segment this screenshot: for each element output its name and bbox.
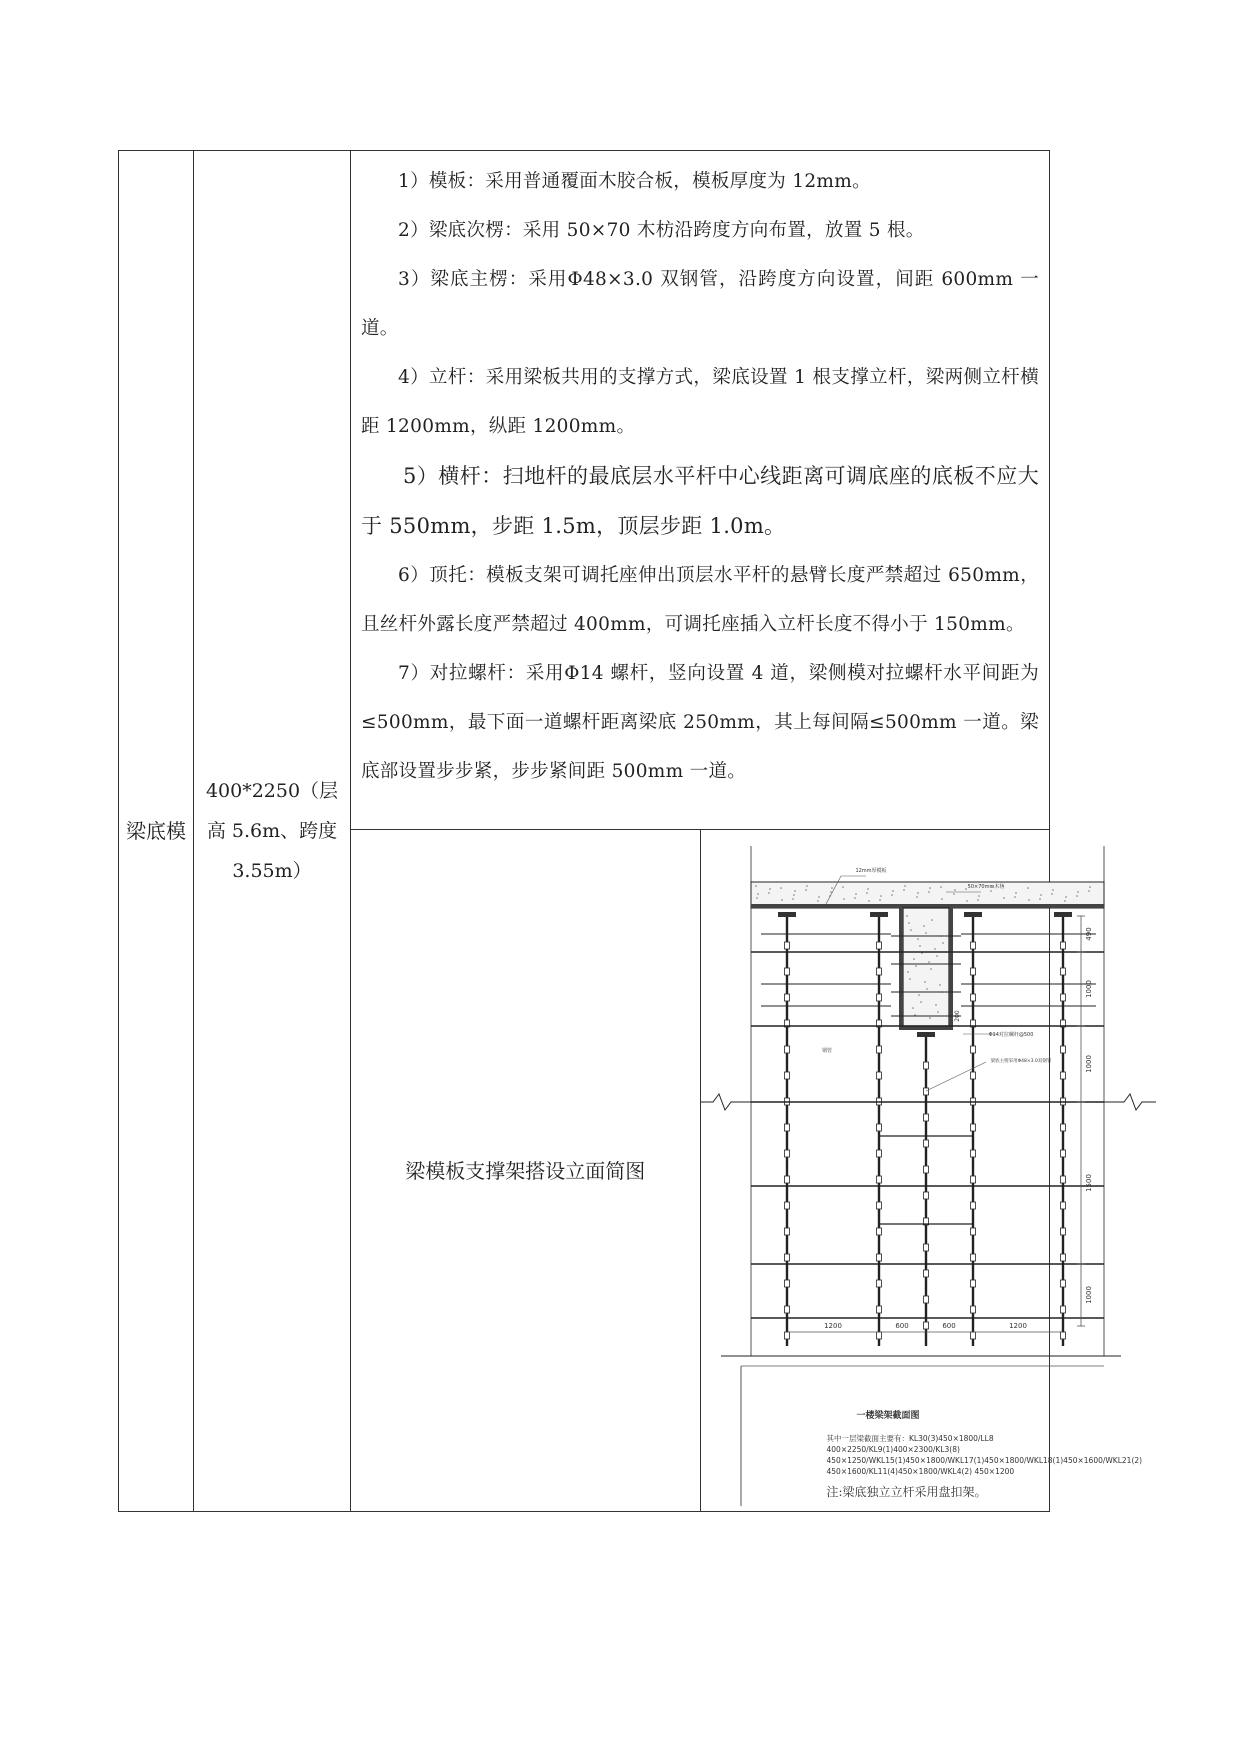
note-final: 注:梁底独立立杆采用盘扣架。 xyxy=(826,1484,987,1499)
pole-node xyxy=(923,1062,928,1069)
para-secondary-joist: 2）梁底次楞：采用 50×70 木枋沿跨度方向布置，放置 5 根。 xyxy=(398,220,925,241)
pole-node xyxy=(923,1140,928,1147)
concrete-dot xyxy=(965,888,967,890)
pole-node xyxy=(970,1332,975,1339)
pole-node xyxy=(876,1150,881,1157)
pole-node xyxy=(876,1228,881,1235)
drawing-cell xyxy=(700,830,1143,1512)
concrete-dot xyxy=(917,938,919,940)
note-line: 400×2250/KL9(1)400×2300/KL3(8) xyxy=(826,1444,960,1454)
drawing-notes xyxy=(827,1408,1143,1500)
concrete-dot xyxy=(966,900,968,902)
table-row xyxy=(119,151,1050,830)
pole-node xyxy=(970,1072,975,1079)
concrete-dot xyxy=(923,925,925,927)
pole-node xyxy=(1060,1280,1065,1287)
concrete-dot xyxy=(830,891,832,893)
pole-node xyxy=(970,1124,975,1131)
pole-node xyxy=(1060,1254,1065,1261)
pole-node xyxy=(876,1176,881,1183)
concrete-dot xyxy=(867,888,869,890)
para-top-support: 6）顶托：模板支架可调托座伸出顶层水平杆的悬臂长度严禁超过 650mm，且丝杆外露长度严禁超过 400mm，可调托座插入立杆长度不得小于 150mm。 xyxy=(361,565,1039,635)
pole-node xyxy=(784,1072,789,1079)
concrete-dot xyxy=(1028,899,1030,901)
para-formwork: 1）模板：采用普通覆面木胶合板，模板厚度为 12mm。 xyxy=(398,171,871,192)
concrete-dot xyxy=(929,1017,931,1019)
pole-node xyxy=(970,1306,975,1313)
concrete-dot xyxy=(843,898,845,900)
concrete-dot xyxy=(1003,897,1005,899)
concrete-dot xyxy=(769,888,771,890)
concrete-dot xyxy=(941,898,943,900)
concrete-dot xyxy=(868,900,870,902)
pole-node xyxy=(876,942,881,949)
drawing xyxy=(701,836,1216,1506)
concrete-dot xyxy=(817,900,819,902)
concrete-dot xyxy=(918,994,920,996)
pole-node xyxy=(970,1228,975,1235)
label-timber: 50×70mm木枋 xyxy=(967,883,1004,890)
concrete-dot xyxy=(928,961,930,963)
beam-side-form-left xyxy=(899,908,903,1030)
concrete-dot xyxy=(912,1007,914,1009)
concrete-dot xyxy=(916,896,918,898)
dim-label-right: 1000 xyxy=(1084,979,1093,998)
pole-node xyxy=(1060,1072,1065,1079)
pole-node xyxy=(1060,1176,1065,1183)
concrete-dot xyxy=(781,899,783,901)
pole-node xyxy=(970,1254,975,1261)
concrete-dot xyxy=(1089,886,1091,888)
concrete-dot xyxy=(792,898,794,900)
concrete-dot xyxy=(1014,896,1016,898)
concrete-dot xyxy=(915,965,917,967)
concrete-dot xyxy=(910,929,912,931)
pole-node xyxy=(923,1270,928,1277)
pole-node xyxy=(876,1254,881,1261)
pole-node xyxy=(1060,1124,1065,1131)
concrete-dot xyxy=(855,893,857,895)
beam xyxy=(903,908,949,1026)
concrete-dot xyxy=(891,894,893,896)
pole-node xyxy=(1060,968,1065,975)
concrete-dot xyxy=(906,915,908,917)
concrete-dot xyxy=(978,895,980,897)
concrete-dot xyxy=(1052,889,1054,891)
concrete-dot xyxy=(768,892,770,894)
concrete-dot xyxy=(903,889,905,891)
note-title: 一楼梁架截面图 xyxy=(856,1410,920,1421)
spec-table xyxy=(118,150,1143,1512)
concrete-dot xyxy=(904,885,906,887)
top-support-plate xyxy=(964,912,982,917)
label-left: 钢管 xyxy=(821,1047,832,1054)
concrete-dot xyxy=(1088,890,1090,892)
pole-node xyxy=(784,1228,789,1235)
label-mid: 梁底主楞采用Φ48×3.0双钢管 xyxy=(990,1058,1051,1064)
pole-node xyxy=(923,1322,928,1329)
concrete-dot xyxy=(755,885,757,887)
pole-node xyxy=(784,1046,789,1053)
pole-node xyxy=(784,1306,789,1313)
concrete-dot xyxy=(806,885,808,887)
dim-label-right: 490 xyxy=(1084,926,1093,941)
pole-node xyxy=(876,994,881,1001)
concrete-dot xyxy=(917,892,919,894)
break-marker-right xyxy=(1104,1094,1156,1110)
label-bolt: Φ14对拉螺杆@500 xyxy=(988,1031,1033,1038)
pole-node xyxy=(876,968,881,975)
pole-node xyxy=(876,1046,881,1053)
dim-label-beam-side: 200 xyxy=(953,1009,961,1022)
concrete-dot xyxy=(757,893,759,895)
spec-cell: 400*2250（层高 5.6m、跨度 3.55m） xyxy=(194,151,351,1512)
dim-label-right: 1000 xyxy=(1084,1285,1093,1304)
concrete-dot xyxy=(953,893,955,895)
pole-node xyxy=(970,1176,975,1183)
pole-node xyxy=(876,1280,881,1287)
pole-node xyxy=(970,1280,975,1287)
pole-node xyxy=(1060,1150,1065,1157)
pole-node xyxy=(1060,942,1065,949)
drawing-caption-cell: 梁模板支撑架搭设立面简图 xyxy=(351,830,701,1512)
concrete-dot xyxy=(1076,895,1078,897)
para-upright: 4）立杆：采用梁板共用的支撑方式，梁底设置 1 根支撑立杆，梁两侧立杆横距 1200mm，纵距 1200mm。 xyxy=(361,367,1039,437)
label-slab: 12mm厚模板 xyxy=(854,867,887,874)
pole-node xyxy=(923,1296,928,1303)
concrete-dot xyxy=(930,968,932,970)
pole-node xyxy=(970,994,975,1001)
concrete-dot xyxy=(909,978,911,980)
pole-node xyxy=(923,1244,928,1251)
concrete-dot xyxy=(934,948,936,950)
pole-node xyxy=(784,1150,789,1157)
concrete-dot xyxy=(926,988,928,990)
concrete-dot xyxy=(1065,896,1067,898)
pole-node xyxy=(784,1280,789,1287)
concrete-dot xyxy=(1039,898,1041,900)
dim-label-bottom: 1200 xyxy=(1008,1321,1027,1330)
concrete-dot xyxy=(942,942,944,944)
pole-node xyxy=(1060,1046,1065,1053)
concrete-dot xyxy=(756,897,758,899)
concrete-dot xyxy=(913,958,915,960)
pole-node xyxy=(876,1306,881,1313)
concrete-dot xyxy=(937,1011,939,1013)
concrete-dot xyxy=(936,955,938,957)
dim-label-bottom: 600 xyxy=(941,1321,956,1330)
leader-line xyxy=(926,1062,986,1091)
pole-node xyxy=(784,968,789,975)
description-cell xyxy=(351,151,1050,830)
pole-node xyxy=(1060,1228,1065,1235)
concrete-dot xyxy=(1051,893,1053,895)
para-tie-bolt: 7）对拉螺杆：采用Φ14 螺杆，竖向设置 4 道，梁侧模对拉螺杆水平间距为≤500mm，最下面一道螺杆距离梁底 250mm，其上每间隔≤500mm 一道。梁底部设置步步紧，步步紧间距 500mm 一道。 xyxy=(361,663,1039,782)
concrete-dot xyxy=(1040,894,1042,896)
pole-node xyxy=(1060,1202,1065,1209)
concrete-dot xyxy=(908,922,910,924)
pole-node xyxy=(970,942,975,949)
concrete-dot xyxy=(805,889,807,891)
pole-node xyxy=(1060,1332,1065,1339)
dim-label-bottom: 1200 xyxy=(823,1321,842,1330)
concrete-dot xyxy=(842,886,844,888)
concrete-dot xyxy=(939,984,941,986)
note-line: 其中一层梁截面主要有：KL30(3)450×1800/LL8 xyxy=(826,1433,994,1443)
note-line: 450×1250/WKL15(1)450×1800/WKL17(1)450×1800/WKL18(1)450×1600/WKL21(2) xyxy=(826,1455,1143,1465)
pole-node xyxy=(970,968,975,975)
concrete-dot xyxy=(794,890,796,892)
pole-node xyxy=(784,942,789,949)
pole-node xyxy=(876,1124,881,1131)
concrete-dot xyxy=(928,891,930,893)
pole-node xyxy=(784,1332,789,1339)
pole-node xyxy=(876,1072,881,1079)
note-line: 450×1600/KL11(4)450×1800/WKL4(2) 450×1200 xyxy=(826,1466,1015,1476)
pole-node xyxy=(784,994,789,1001)
concrete-dot xyxy=(1015,892,1017,894)
pole-node xyxy=(923,1192,928,1199)
concrete-dot xyxy=(919,945,921,947)
concrete-dot xyxy=(925,932,927,934)
concrete-dot xyxy=(920,1001,922,1003)
pole-node xyxy=(784,1202,789,1209)
pole-node xyxy=(1060,994,1065,1001)
concrete-dot xyxy=(1077,891,1079,893)
concrete-dot xyxy=(907,971,909,973)
concrete-dot xyxy=(929,887,931,889)
dim-label-right: 1000 xyxy=(1084,1054,1093,1073)
pole-node xyxy=(970,1046,975,1053)
category-cell: 梁底模 xyxy=(119,151,194,1512)
concrete-dot xyxy=(931,919,933,921)
concrete-dot xyxy=(1027,887,1029,889)
concrete-dot xyxy=(935,1004,937,1006)
concrete-dot xyxy=(990,890,992,892)
concrete-dot xyxy=(1064,900,1066,902)
pole-node xyxy=(784,1254,789,1261)
concrete-dot xyxy=(780,887,782,889)
pole-node xyxy=(876,1202,881,1209)
concrete-dot xyxy=(954,889,956,891)
dim-label-bottom: 600 xyxy=(894,1321,909,1330)
top-support-plate xyxy=(778,912,796,917)
beam-side-form-right xyxy=(949,908,953,1030)
top-support-plate xyxy=(870,912,888,917)
concrete-dot xyxy=(831,887,833,889)
dim-label-right: 1500 xyxy=(1084,1173,1093,1192)
scaffold-elevation-drawing xyxy=(701,836,1216,1506)
concrete-dot xyxy=(892,890,894,892)
pole-node xyxy=(970,1202,975,1209)
para-main-joist: 3）梁底主楞：采用Φ48×3.0 双钢管，沿跨度方向设置，间距 600mm 一道。 xyxy=(361,269,1039,339)
pole-node xyxy=(784,1176,789,1183)
concrete-dot xyxy=(880,895,882,897)
concrete-dot xyxy=(940,886,942,888)
pole-node xyxy=(923,1088,928,1095)
concrete-dot xyxy=(977,899,979,901)
concrete-dot xyxy=(793,894,795,896)
pole-node xyxy=(923,1114,928,1121)
para-crossbar: 5）横杆：扫地杆的最底层水平杆中心线距离可调底座的底板不应大于 550mm，步距 1.5m，顶层步距 1.0m。 xyxy=(361,464,1039,538)
pole-node xyxy=(1060,1306,1065,1313)
pole-node xyxy=(923,1166,928,1173)
concrete-dot xyxy=(924,981,926,983)
concrete-dot xyxy=(879,899,881,901)
top-support-plate xyxy=(917,1032,935,1037)
pole-node xyxy=(784,1124,789,1131)
pole-node xyxy=(970,1150,975,1157)
break-marker-left xyxy=(701,1094,751,1110)
pole-node xyxy=(876,1332,881,1339)
top-support-plate xyxy=(1054,912,1072,917)
concrete-dot xyxy=(866,892,868,894)
concrete-dot xyxy=(818,896,820,898)
concrete-dot xyxy=(854,897,856,899)
